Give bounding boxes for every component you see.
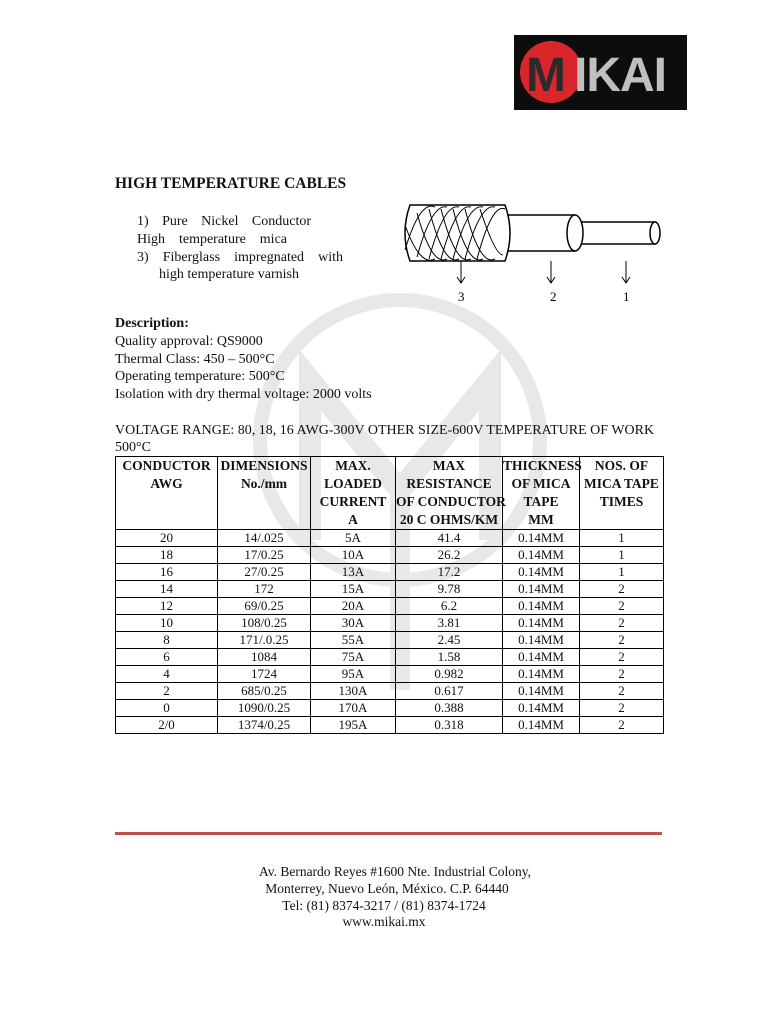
table-cell: 95A xyxy=(311,666,396,683)
table-cell: 0.14MM xyxy=(503,683,580,700)
table-cell: 9.78 xyxy=(396,581,503,598)
table-cell: 0.982 xyxy=(396,666,503,683)
cable-diagram xyxy=(395,195,670,305)
table-cell: 41.4 xyxy=(396,530,503,547)
table-header-row xyxy=(116,457,664,530)
column-header-line: MAX. xyxy=(335,458,371,473)
table-row xyxy=(116,666,664,683)
table-cell: 2 xyxy=(580,649,664,666)
table-cell: 1 xyxy=(580,530,664,547)
feature-fiberglass-cont: high temperature varnish xyxy=(159,267,299,282)
table-cell: 170A xyxy=(311,700,396,717)
column-header xyxy=(396,457,506,530)
table-cell: 6.2 xyxy=(396,598,503,615)
table-cell: 5A xyxy=(311,530,396,547)
column-header-line: MICA TAPE xyxy=(584,476,659,491)
table-cell: 1 xyxy=(580,547,664,564)
table-cell: 0.14MM xyxy=(503,717,580,734)
column-header-line: CONDUCTOR xyxy=(122,458,211,473)
table-row xyxy=(116,649,664,666)
column-header-line: CURRENT xyxy=(319,494,387,509)
table-cell: 4 xyxy=(116,666,218,683)
table-cell: 0.14MM xyxy=(503,666,580,683)
table-cell: 0.14MM xyxy=(503,598,580,615)
column-header xyxy=(503,457,580,530)
table-cell: 0.318 xyxy=(396,717,503,734)
table-cell: 0.14MM xyxy=(503,649,580,666)
table-cell: 20 xyxy=(116,530,218,547)
table-cell: 69/0.25 xyxy=(218,598,311,615)
footer-address-line2: Monterrey, Nuevo León, México. C.P. 64440 xyxy=(265,881,509,896)
table-cell: 2 xyxy=(580,700,664,717)
table-cell: 1374/0.25 xyxy=(218,717,311,734)
table-cell: 0.14MM xyxy=(503,564,580,581)
svg-text:M: M xyxy=(526,49,566,102)
table-cell: 13A xyxy=(311,564,396,581)
table-row xyxy=(116,700,664,717)
table-cell: 130A xyxy=(311,683,396,700)
table-cell: 2.45 xyxy=(396,632,503,649)
table-cell: 2 xyxy=(580,666,664,683)
table-row xyxy=(116,615,664,632)
table-cell: 2 xyxy=(580,717,664,734)
table-cell: 685/0.25 xyxy=(218,683,311,700)
mikai-logo xyxy=(514,35,687,110)
table-cell: 10A xyxy=(311,547,396,564)
table-cell: 17.2 xyxy=(396,564,503,581)
table-cell: 55A xyxy=(311,632,396,649)
table-cell: 18 xyxy=(116,547,218,564)
table-cell: 15A xyxy=(311,581,396,598)
column-header-line: DIMENSIONS xyxy=(220,458,308,473)
column-header-line: MM xyxy=(528,512,554,527)
table-row xyxy=(116,581,664,598)
table-cell: 171/.0.25 xyxy=(218,632,311,649)
table-cell: 1084 xyxy=(218,649,311,666)
column-header xyxy=(116,457,218,530)
column-header xyxy=(580,457,664,530)
svg-text:IKAI: IKAI xyxy=(574,49,666,102)
label-mica: 2 xyxy=(550,289,557,304)
table-cell: 172 xyxy=(218,581,311,598)
table-row xyxy=(116,547,664,564)
table-cell: 30A xyxy=(311,615,396,632)
column-header xyxy=(218,457,311,530)
table-cell: 2 xyxy=(580,598,664,615)
isolation-voltage: Isolation with dry thermal voltage: 2000 volts xyxy=(115,387,372,402)
specifications-table xyxy=(115,456,664,734)
column-header-line: MAX xyxy=(432,458,466,473)
table-cell: 0.14MM xyxy=(503,581,580,598)
table-cell: 16 xyxy=(116,564,218,581)
document-title: HIGH TEMPERATURE CABLES xyxy=(115,175,347,192)
feature-nickel-conductor: 1) Pure Nickel Conductor xyxy=(137,214,311,229)
table-cell: 0.14MM xyxy=(503,615,580,632)
table-cell: 1 xyxy=(580,564,664,581)
table-cell: 0 xyxy=(116,700,218,717)
table-cell: 8 xyxy=(116,632,218,649)
table-cell: 27/0.25 xyxy=(218,564,311,581)
table-cell: 0.14MM xyxy=(503,700,580,717)
table-row xyxy=(116,632,664,649)
logo-wordmark xyxy=(514,35,687,110)
table-row xyxy=(116,598,664,615)
table-cell: 3.81 xyxy=(396,615,503,632)
table-cell: 14 xyxy=(116,581,218,598)
footer-divider xyxy=(115,832,662,835)
column-header-line: AWG xyxy=(150,476,183,491)
table-cell: 1724 xyxy=(218,666,311,683)
footer-phone: Tel: (81) 8374-3217 / (81) 8374-1724 xyxy=(282,898,486,913)
column-header-line: TAPE xyxy=(523,494,559,509)
description-heading: Description: xyxy=(115,316,189,331)
column-header-line: TIMES xyxy=(599,494,644,509)
table-cell: 0.14MM xyxy=(503,530,580,547)
column-header-line: LOADED xyxy=(324,476,382,491)
table-row xyxy=(116,530,664,547)
table-cell: 0.14MM xyxy=(503,632,580,649)
table-cell: 14/.025 xyxy=(218,530,311,547)
table-cell: 108/0.25 xyxy=(218,615,311,632)
table-cell: 75A xyxy=(311,649,396,666)
table-cell: 26.2 xyxy=(396,547,503,564)
thermal-class: Thermal Class: 450 – 500°C xyxy=(115,352,275,367)
footer-website: www.mikai.mx xyxy=(342,914,426,929)
table-cell: 2/0 xyxy=(116,717,218,734)
quality-approval: Quality approval: QS9000 xyxy=(115,334,263,349)
table-cell: 17/0.25 xyxy=(218,547,311,564)
table-cell: 20A xyxy=(311,598,396,615)
table-cell: 2 xyxy=(580,581,664,598)
table-cell: 2 xyxy=(580,683,664,700)
table-cell: 1090/0.25 xyxy=(218,700,311,717)
operating-temperature: Operating temperature: 500°C xyxy=(115,369,285,384)
column-header-line: 20 C OHMS/KM xyxy=(399,512,499,527)
table-row xyxy=(116,564,664,581)
column-header-line: RESISTANCE xyxy=(406,476,492,491)
column-header-line: NOS. OF xyxy=(594,458,649,473)
table-cell: 0.388 xyxy=(396,700,503,717)
label-conductor: 1 xyxy=(623,289,630,304)
voltage-range: VOLTAGE RANGE: 80, 18, 16 AWG-300V OTHER SIZE-600V TEMPERATURE OF WORK 500°C xyxy=(115,423,655,455)
table-cell: 195A xyxy=(311,717,396,734)
feature-mica: High temperature mica xyxy=(137,232,287,247)
table-row xyxy=(116,683,664,700)
table-cell: 0.617 xyxy=(396,683,503,700)
column-header-line: THICKNESS xyxy=(503,458,582,473)
table-cell: 10 xyxy=(116,615,218,632)
table-cell: 2 xyxy=(580,632,664,649)
label-fiberglass: 3 xyxy=(458,289,465,304)
table-cell: 1.58 xyxy=(396,649,503,666)
table-cell: 6 xyxy=(116,649,218,666)
table-row xyxy=(116,717,664,734)
column-header xyxy=(311,457,396,530)
table-cell: 12 xyxy=(116,598,218,615)
table-cell: 2 xyxy=(116,683,218,700)
footer-address-line1: Av. Bernardo Reyes #1600 Nte. Industrial Colony, xyxy=(258,864,532,879)
table-cell: 2 xyxy=(580,615,664,632)
feature-fiberglass: 3) Fiberglass impregnated with xyxy=(137,250,343,265)
column-header-line: A xyxy=(348,512,358,527)
table-cell: 0.14MM xyxy=(503,547,580,564)
column-header-line: No./mm xyxy=(240,476,288,491)
column-header-line: OF CONDUCTOR xyxy=(396,494,506,509)
column-header-line: OF MICA xyxy=(511,476,571,491)
